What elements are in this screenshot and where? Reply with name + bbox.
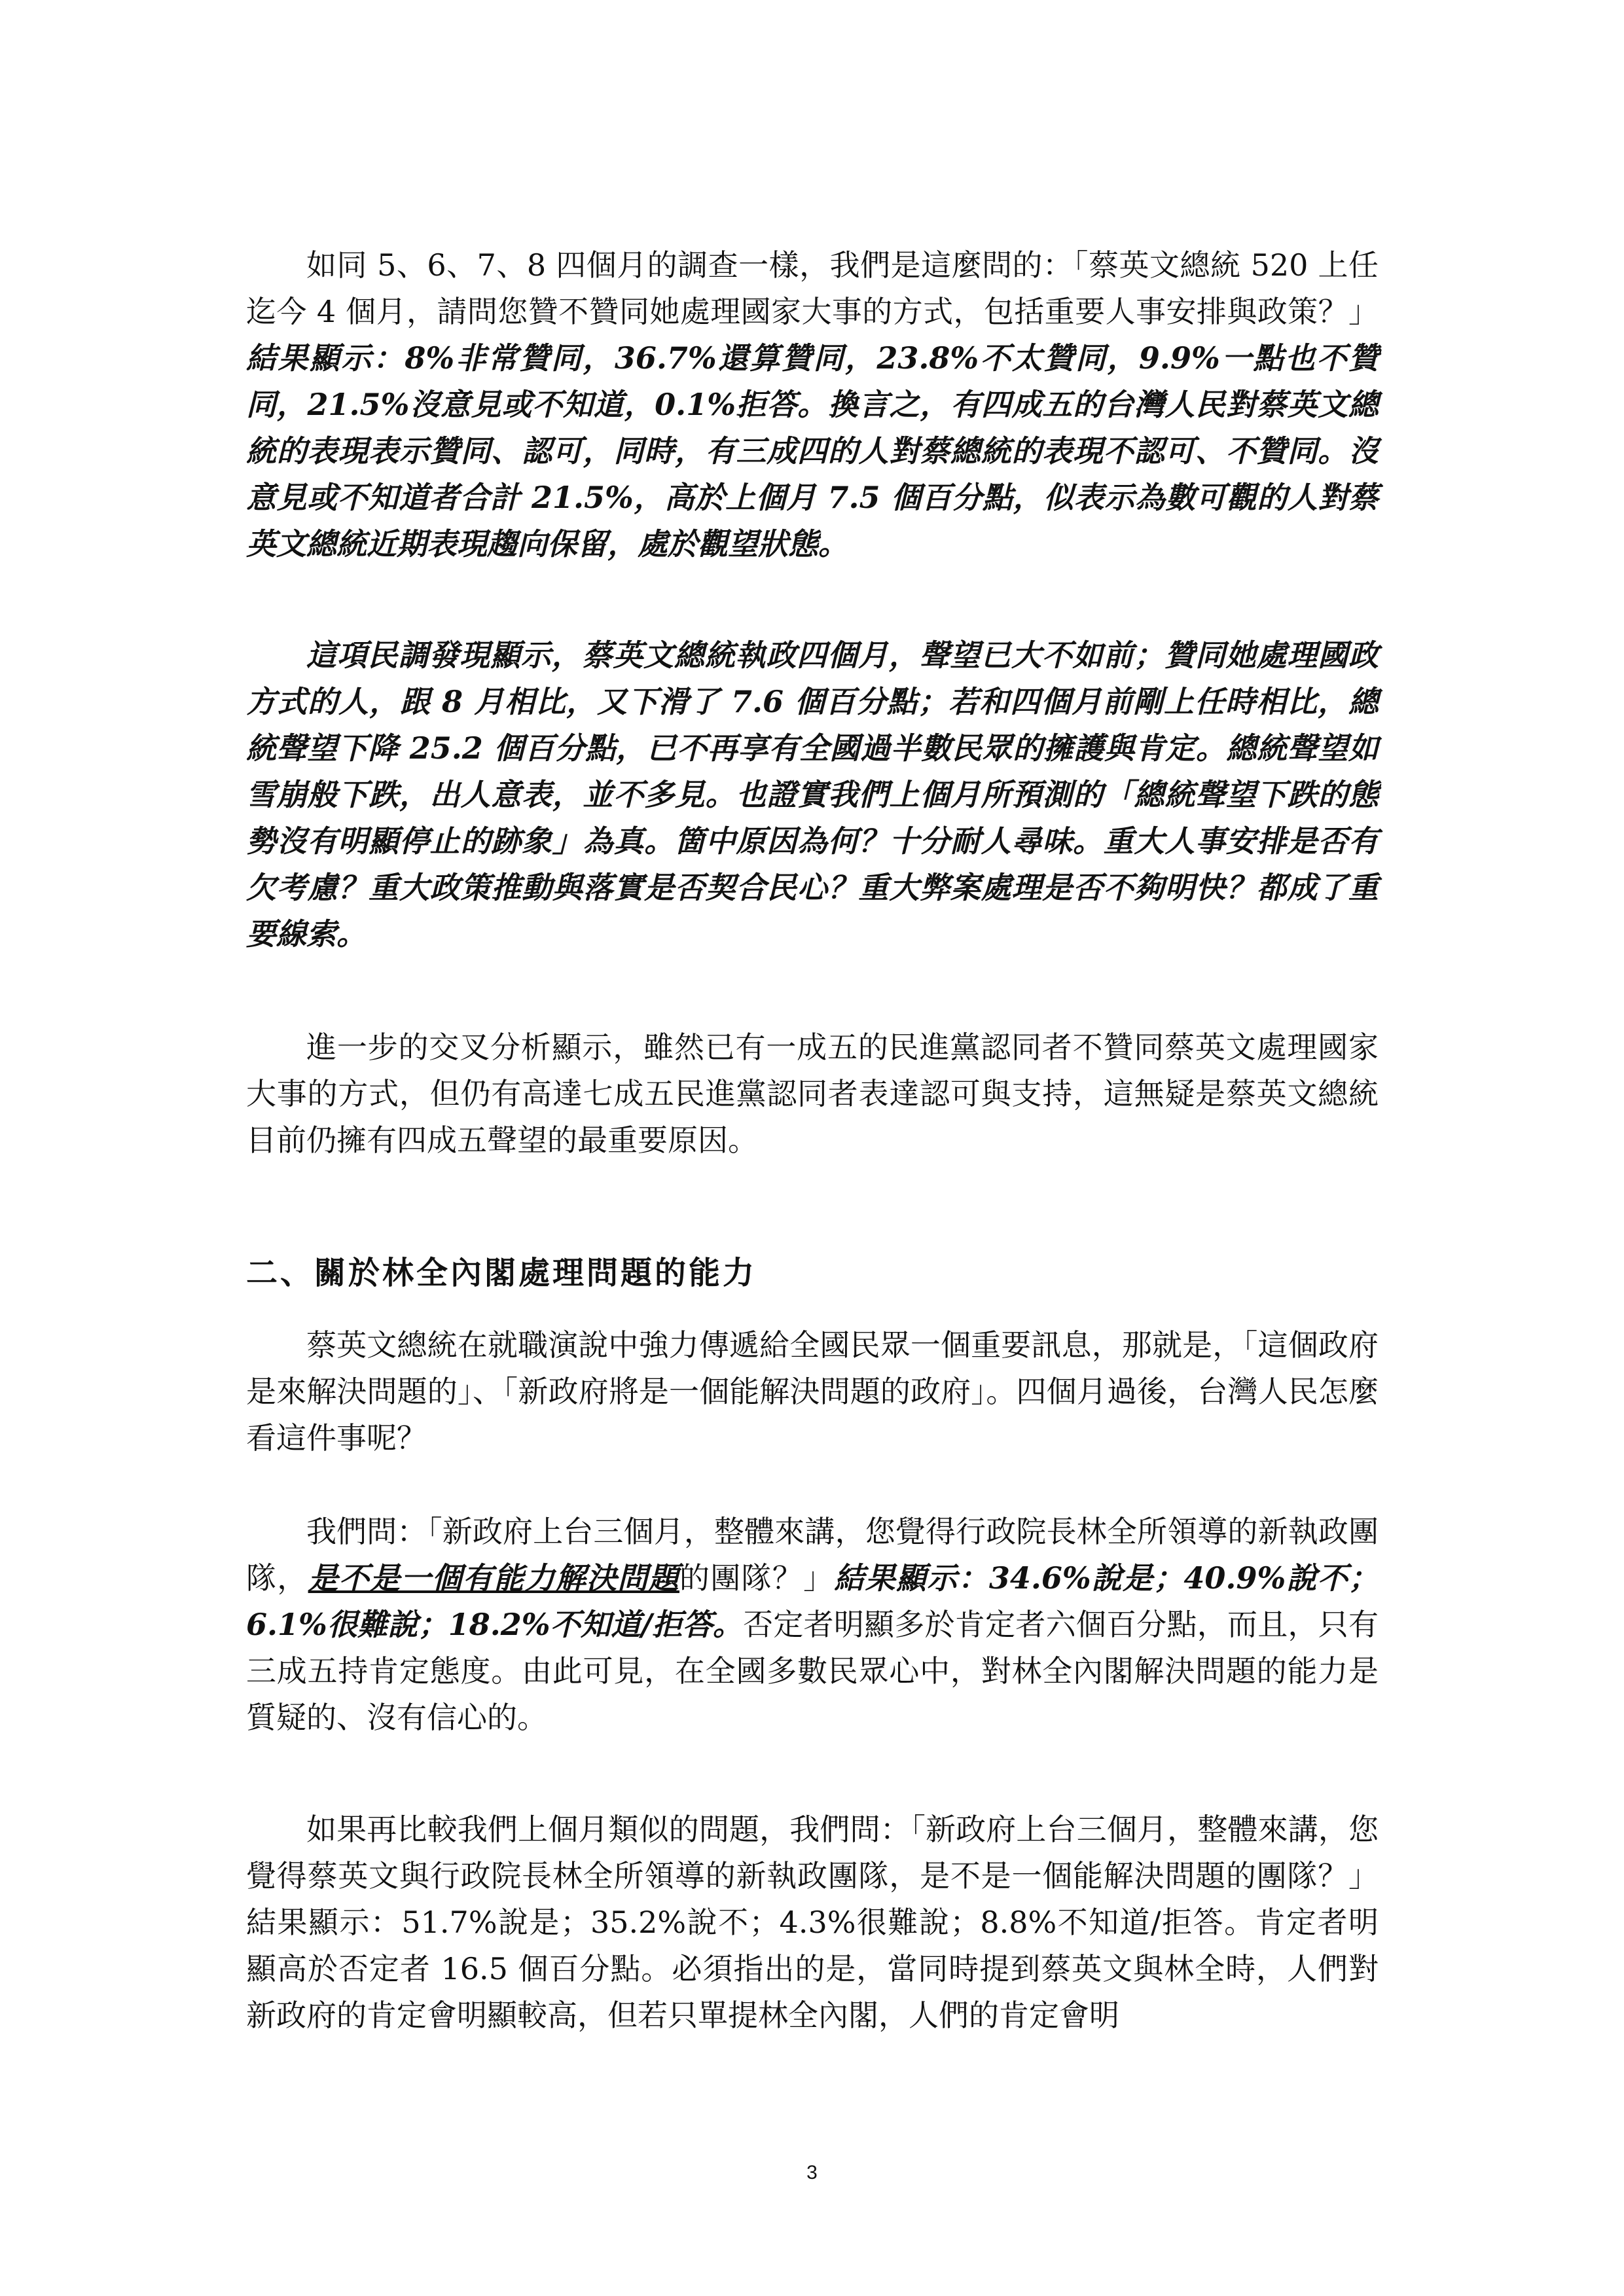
paragraph-text: 的團隊？」 <box>679 1560 835 1596</box>
paragraph-presidential-approval <box>246 242 1379 567</box>
paragraph-previous-comparison <box>246 1806 1379 2039</box>
paragraph-text: 我們問：「新政府上台三個月，整體來講，您覺得行政院長林全所領導的新執政團隊， <box>246 1514 1379 1596</box>
emphasis-text: 結果顯示：34.6%說是；40.9%說不；6.1%很難說；18.2%不知道/拒答。 <box>246 1560 1379 1642</box>
paragraph-inaugural-message <box>246 1322 1379 1462</box>
page-number: 3 <box>806 2162 818 2183</box>
paragraph-text: 否定者明顯多於肯定者六個百分點，而且，只有三成五持肯定態度。由此可見，在全國多數民眾心中，對林全內閣解決問題的能力是質疑的、沒有信心的。 <box>246 1607 1379 1735</box>
section-heading: 二、關於林全內閣處理問題的能力 <box>246 1255 757 1291</box>
paragraph-cabinet-question <box>246 1509 1379 1741</box>
underlined-emphasis-text: 是不是一個有能力解決問題 <box>308 1560 679 1596</box>
paragraph-cross-analysis <box>246 1024 1379 1164</box>
emphasis-text: 結果顯示：8%非常贊同，36.7%還算贊同，23.8%不太贊同，9.9%一點也不贊同，21.5%沒意見或不知道，0.1%拒答。換言之，有四成五的台灣人民對蔡英文總統的表現表示贊同、認可，同時，有三成四的人對蔡總統的表現不認可、不贊同。沒意見或不知道者合計 21.5%，高於上個月 7.5 個百分點，似表示為數可觀的人對蔡英文總統近期表現趨向保留，處於觀望狀態。 <box>246 340 1379 562</box>
paragraph-text: 進一步的交叉分析顯示，雖然已有一成五的民進黨認同者不贊同蔡英文處理國家大事的方式，但仍有高達七成五民進黨認同者表達認可與支持，這無疑是蔡英文總統目前仍擁有四成五聲望的最重要原因。 <box>246 1030 1379 1158</box>
paragraph-text: 如同 5、6、7、8 四個月的調查一樣，我們是這麼問的：「蔡英文總統 520 上任迄今 4 個月，請問您贊不贊同她處理國家大事的方式，包括重要人事安排與政策？」 <box>246 247 1379 329</box>
paragraph-approval-decline <box>246 632 1379 958</box>
emphasis-text: 這項民調發現顯示，蔡英文總統執政四個月，聲望已大不如前；贊同她處理國政方式的人，跟 8 月相比，又下滑了 7.6 個百分點；若和四個月前剛上任時相比，總統聲望下降 25.2 個百分點，已不再享有全國過半數民眾的擁護與肯定。總統聲望如雪崩般下跌，出人意表，並不多見。也證實我們上個月所預測的「總統聲望下跌的態勢沒有明顯停止的跡象」為真。箇中原因為何？十分耐人尋味。重大人事安排是否有欠考慮？重大政策推動與落實是否契合民心？重大弊案處理是否不夠明快？都成了重要線索。 <box>246 637 1379 952</box>
paragraph-text: 蔡英文總統在就職演說中強力傳遞給全國民眾一個重要訊息，那就是，「這個政府是來解決問題的」、「新政府將是一個能解決問題的政府」。四個月過後，台灣人民怎麼看這件事呢？ <box>246 1327 1379 1456</box>
paragraph-text: 如果再比較我們上個月類似的問題，我們問：「新政府上台三個月，整體來講，您覺得蔡英文與行政院長林全所領導的新執政團隊，是不是一個能解決問題的團隊？」結果顯示：51.7%說是；35.2%說不；4.3%很難說；8.8%不知道/拒答。肯定者明顯高於否定者 16.5 個百分點。必須指出的是，當同時提到蔡英文與林全時，人們對新政府的肯定會明顯較高，但若只單提林全內閣，人們的肯定會明 <box>246 1812 1379 2033</box>
